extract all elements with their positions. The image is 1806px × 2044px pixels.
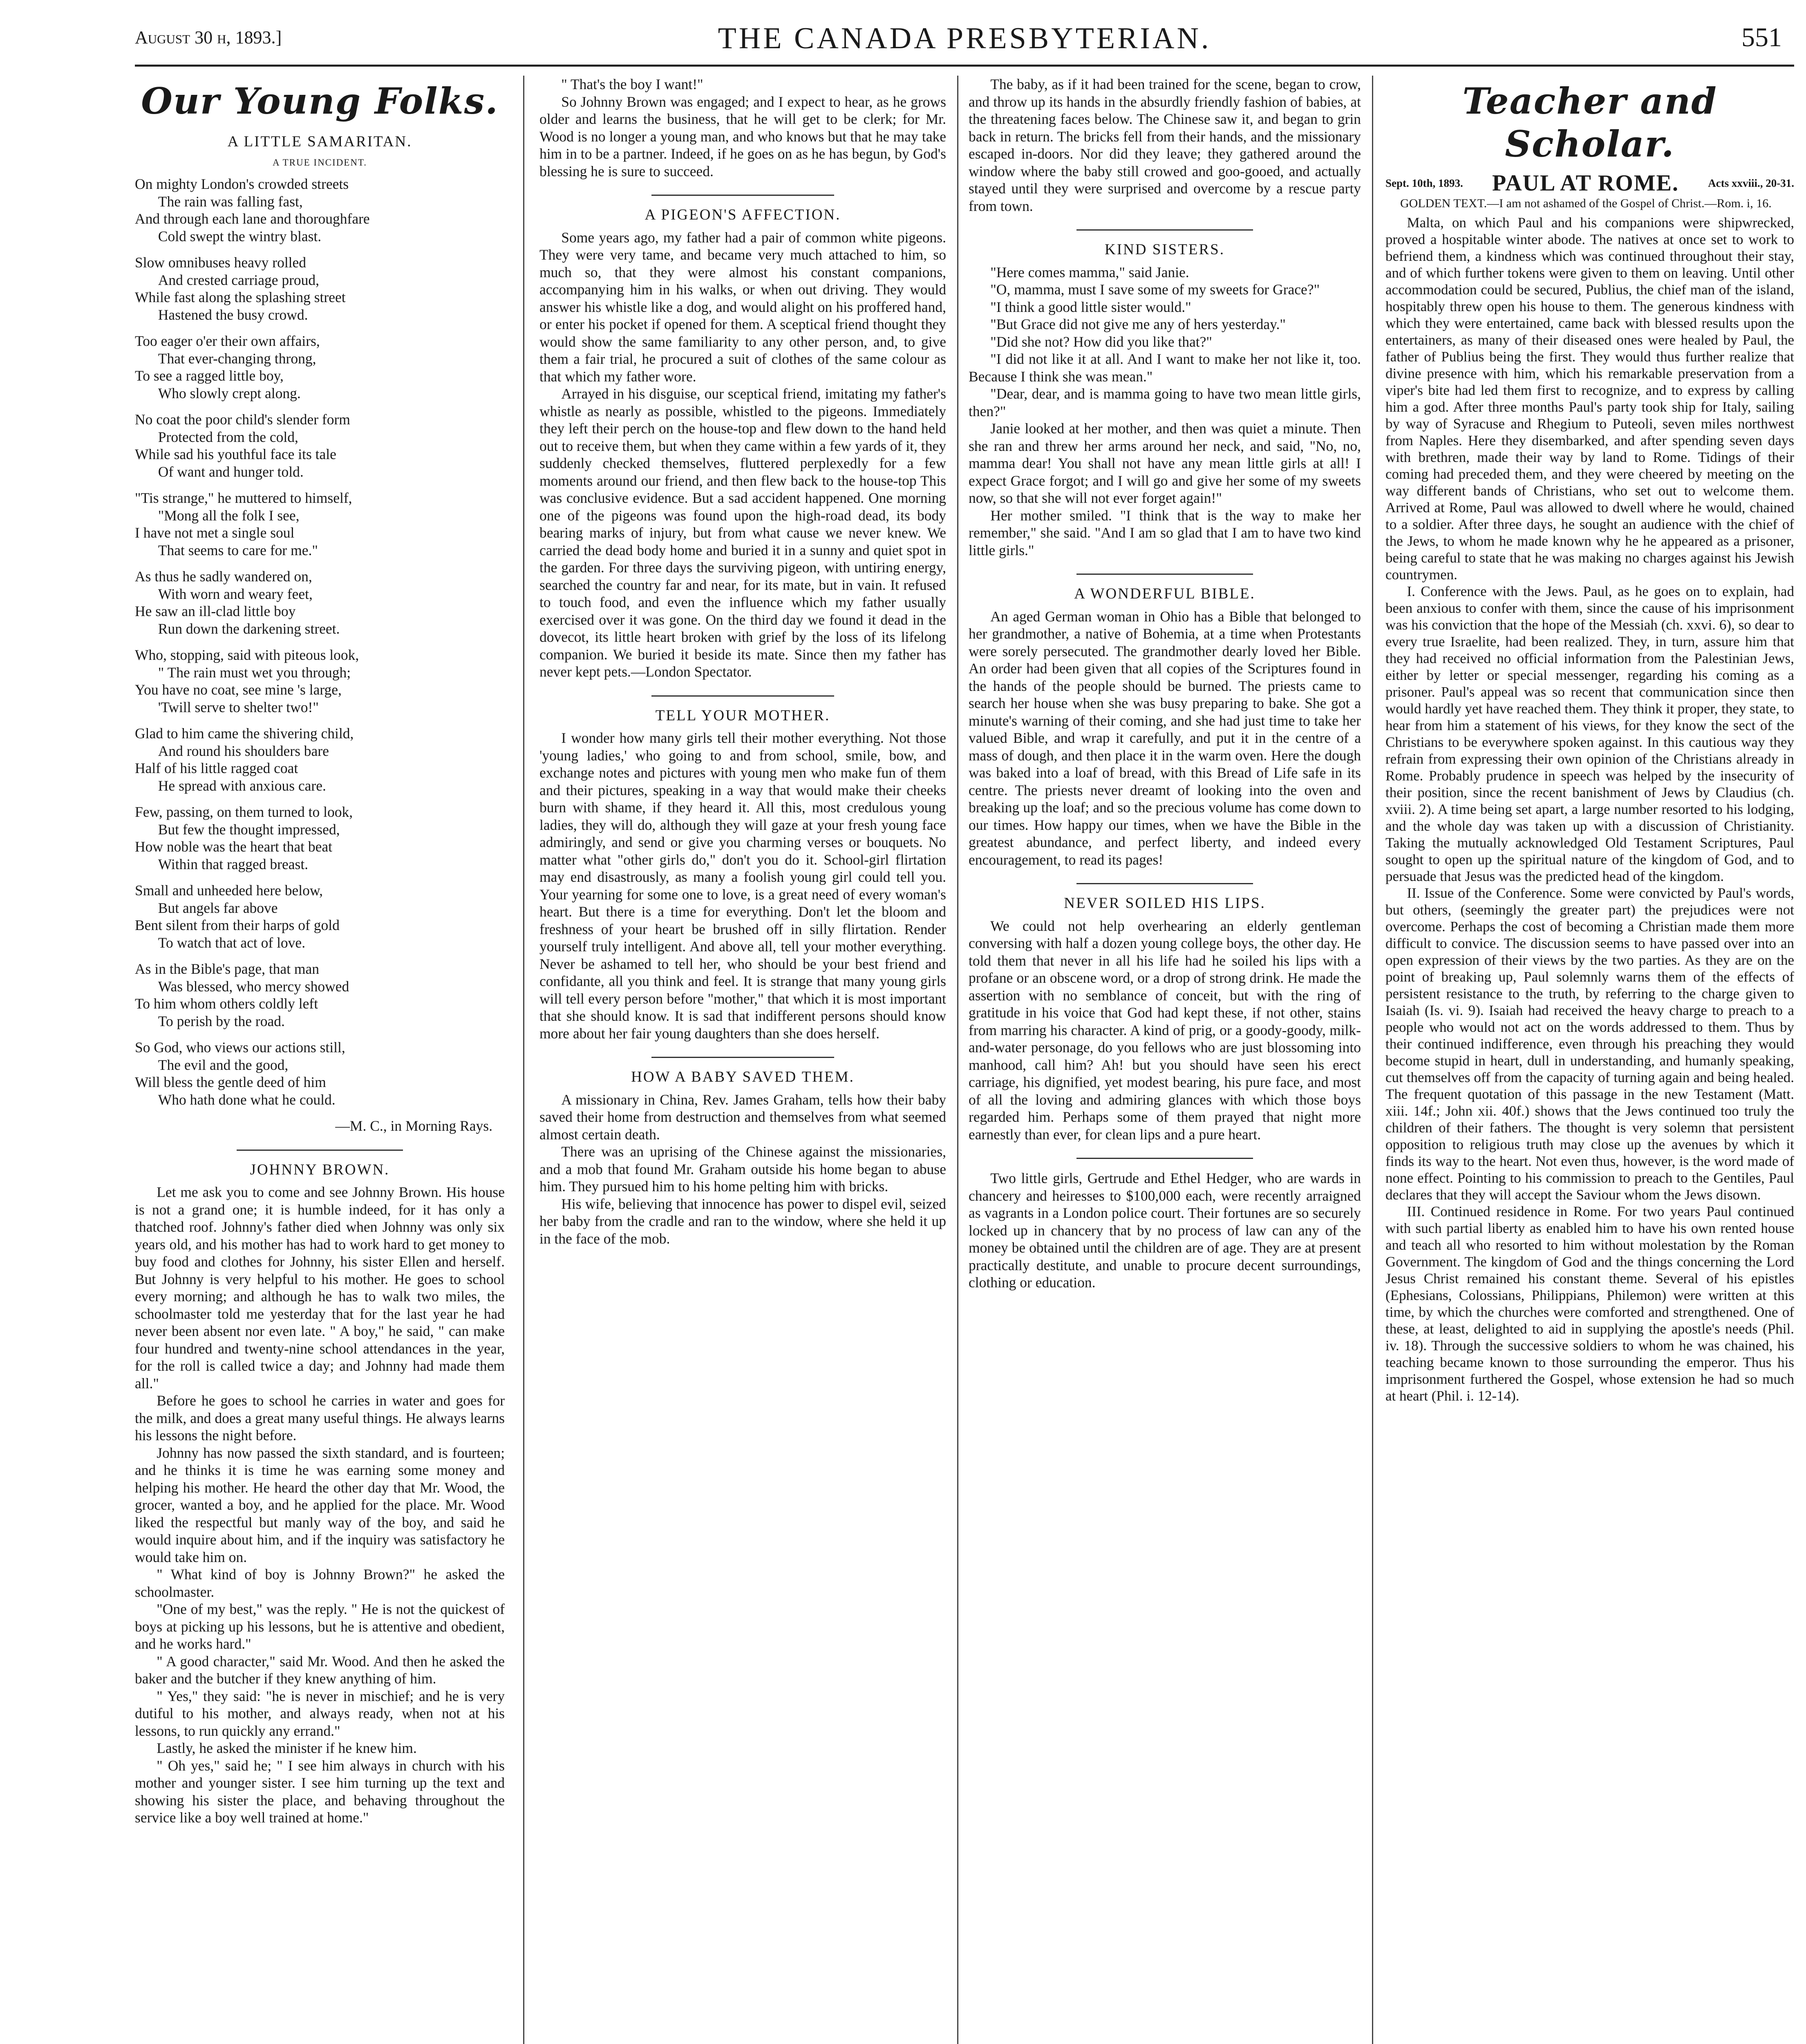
paragraph: "One of my best," was the reply. " He is not the quickest of boys at picking up his lessons, but he is attentive and obedient, and he works hard." [135, 1601, 505, 1652]
poem-line: I have not met a single soul [135, 524, 295, 541]
column-2 [539, 76, 946, 1247]
poem-stanza [135, 254, 505, 323]
poem-line: As thus he sadly wandered on, [135, 568, 312, 585]
poem-stanza [135, 411, 505, 480]
lesson-body [1385, 214, 1794, 1404]
poem-line: Will bless the gentle deed of him [135, 1074, 326, 1090]
article-title: A LITTLE SAMARITAN. [227, 133, 412, 150]
paragraph: " That's the boy I want!" [561, 76, 703, 92]
poem-line: He saw an ill-clad little boy [135, 603, 296, 619]
section-divider [1076, 574, 1253, 575]
section-divider [1076, 883, 1253, 884]
poem-line: With worn and weary feet, [158, 585, 313, 602]
paragraph: Johnny has now passed the sixth standard, and is fourteen; and he thinks it is time he was earning some money and helping his mother. He heard the other day that Mr. Wood, the grocer, wanted a boy, and he applied for the place. Mr. Wood liked the respectful but manly way of the boy, and said he would inquire about him, and if the inquiry was satisfactory he would take him on. [135, 1444, 505, 1565]
poem-stanza [135, 646, 505, 716]
article-title: NEVER SOILED HIS LIPS. [1064, 895, 1266, 912]
column-rule [523, 76, 524, 2044]
poem-line: Few, passing, on them turned to look, [135, 804, 353, 820]
poem-line: Hastened the busy crowd. [158, 306, 308, 323]
article-body [539, 229, 946, 681]
paragraph: "I think a good little sister would." [990, 298, 1191, 315]
news-notice [969, 1170, 1361, 1291]
poem-stanza [135, 803, 505, 873]
paragraph: I wonder how many girls tell their mother everything. Not those 'young ladies,' who going to and from school, smile, bow, and exchange notes and pictures with young men who make fun of them and their pictures, speaking in a way that would make their cheeks burn with shame, if they heard it. All this, most credulous young ladies, they will do, although they will gaze at your fresh young face admiringly, and send or give you charming verses or bouquets. No matter what "other girls do," don't you do it. School-girl flirtation may end disastrously, as many a foolish young girl could tell you. Your yearning for some one to love, is a great need of every woman's heart. But there is a time for everything. Don't let the bloom and freshness of your heart be brushed off in silly flirtation. Render yourself truly intelligent. And above all, tell your mother everything. Never be ashamed to tell her, who should be your best friend and confidante, all you think and feel. It is strange that many young girls will tell every person before "mother," that which it is most important that she should know. It is sad that indifferent persons should know more about her fair young daughters than she does herself. [539, 730, 946, 1042]
poem-line: The rain was falling fast, [158, 193, 303, 210]
poem-attribution: —M. C., in Morning Rays. [335, 1118, 492, 1134]
article-body [539, 729, 946, 1042]
paragraph: Janie looked at her mother, and then was quiet a minute. Then she ran and threw her arms around her neck, and said, "No, no, mamma dear! You shall not have any mean little girls at all! I expect Grace forgot; and I will go and give her some of my sweets now, so that she will not ever forget again!" [969, 420, 1361, 506]
poem-stanza [135, 332, 505, 402]
poem-line: On mighty London's crowded streets [135, 176, 349, 192]
article-title: KIND SISTERS. [1105, 241, 1225, 258]
section-divider [1076, 1158, 1253, 1159]
poem-line: Slow omnibuses heavy rolled [135, 254, 307, 271]
poem-line: Of want and hunger told. [158, 463, 304, 480]
column-1 [135, 76, 505, 1827]
section-divider [237, 1150, 403, 1151]
article-subtitle: A TRUE INCIDENT. [272, 157, 367, 168]
paragraph: A missionary in China, Rev. James Graham, tells how their baby saved their home from destruction and themselves from what seemed almost certain death. [539, 1091, 946, 1143]
column-4 [1385, 76, 1794, 1404]
poem-line: Was blessed, who mercy showed [158, 978, 349, 995]
paragraph: " What kind of boy is Johnny Brown?" he asked the schoolmaster. [135, 1566, 505, 1600]
article-body [135, 1183, 505, 1827]
paragraph: "O, mamma, must I save some of my sweets for Grace?" [990, 281, 1320, 298]
article-body [539, 76, 946, 180]
article-body [969, 608, 1361, 869]
article-title: A PIGEON'S AFFECTION. [645, 206, 841, 223]
paragraph: "Did she not? How did you like that?" [990, 333, 1212, 350]
article-body [969, 76, 1361, 215]
paragraph: An aged German woman in Ohio has a Bible that belonged to her grandmother, a native of Bohemia, at a time when Protestants were sorely persecuted. The grandmother dearly loved her Bible. An order had been given that all copies of the Scriptures found in the hands of the people should be burned. The priests came to search her house when she was busy preparing to bake. She got a minute's warning of their coming, and she had just time to take her valued Bible, and wrap it carefully, and put it in the centre of a mass of dough, and then place it in the warm oven. Here the dough was baked into a loaf of bread, with this Bread of Life safe in its centre. The priests never dreamt of looking into the oven and breaking up the loaf; and so the precious volume has come down to our times. How happy our times, when we have the Bible in the greatest abundance, and perfect liberty, and indeed every encouragement, to read its pages! [969, 608, 1361, 868]
paragraph: Lastly, he asked the minister if he knew him. [157, 1740, 417, 1756]
paragraph: The baby, as if it had been trained for the scene, began to crow, and throw up its hands in the absurdly friendly fashion of babies, at the threatening faces below. The Chinese saw it, and began to grin back in return. The bricks fell from their hands, and the missionary escaped in-doors. Nor did they leave; they gathered around the window where the baby still crowed and goo-gooed, and actually stayed until they were surprised and overcome by a rescue party from town. [969, 76, 1361, 214]
poem-line: While sad his youthful face its tale [135, 446, 336, 462]
poem-line: So God, who views our actions still, [135, 1039, 345, 1056]
poem [135, 175, 505, 1108]
column-3 [969, 76, 1361, 1291]
poem-stanza [135, 568, 505, 637]
section-divider [651, 695, 835, 697]
poem-line: The evil and the good, [158, 1056, 289, 1073]
paragraph: II. Issue of the Conference. Some were convicted by Paul's words, but others, (seemingly the greater part) the prejudices were not overcome. Perhaps the cost of becoming a Christian made them more difficult to convice. The discussion seems to have passed over into an open expression of their views by the two parties. As they are on the point of breaking up, Paul solemnly warns them of the effects of persistent resistance to the truth, by referring to the charge given to Isaiah (Is. vi. 9). Isaiah had received the heavy charge to preach to a people who would not act on the words addressed to them. Thus by their continued indifference, even through his preaching they would become stupid in heart, dull in understanding, and humanly speaking, cut themselves off from the capacity of turning again and being healed. The frequent quotation of this passage in the new Testament (Matt. xiii. 14f.; John xii. 40f.) shows that the Jews continued too truly the children of their fathers. The thought is very solemn that persistent opposition to religious truth may close up the avenues by which it finds its way to the heart. Not even thus, however, is the word made of none effect. Pointing to his commission to preach to the Gentiles, Paul declares that they will accept the Saviour whom the Jews disown. [1385, 885, 1794, 1203]
masthead [135, 20, 1794, 67]
poem-line: Bent silent from their harps of gold [135, 917, 340, 933]
article-title: HOW A BABY SAVED THEM. [631, 1069, 855, 1085]
poem-line: 'Twill serve to shelter two!" [158, 699, 319, 715]
poem-line: To him whom others coldly left [135, 995, 318, 1012]
poem-stanza [135, 882, 505, 951]
poem-line: Glad to him came the shivering child, [135, 725, 354, 742]
poem-line: To perish by the road. [158, 1013, 285, 1029]
golden-text: GOLDEN TEXT.—I am not ashamed of the Gospel of Christ.—Rom. i, 16. [1400, 196, 1772, 210]
poem-stanza [135, 175, 505, 245]
article-body [969, 264, 1361, 559]
article-body [539, 1091, 946, 1248]
poem-line: Cold swept the wintry blast. [158, 228, 322, 244]
column-rule [957, 76, 958, 2044]
paragraph: "Dear, dear, and is mamma going to have two mean little girls, then?" [969, 385, 1361, 419]
issue-date: August 30 h, 1893.] [135, 27, 282, 47]
column-rule [1372, 76, 1373, 2044]
poem-line: No coat the poor child's slender form [135, 411, 350, 428]
paragraph: " A good character," said Mr. Wood. And then he asked the baker and the butcher if they knew anything of him. [135, 1653, 505, 1687]
paragraph: Arrayed in his disguise, our sceptical friend, imitating my father's whistle as nearly as possible, whistled to the pigeons. Immediately they left their perch on the house-top and flew down to the hand held out to receive them, but when they came within a few yards of it, they suddenly checked themselves, fluttered perplexedly for a few moments around our friend, and then flew back to the house-top This was conclusive evidence. But a sad accident happened. One morning one of the pigeons was found upon the high-road dead, its body bearing marks of injury, but from what cause we never knew. We carried the dead body home and buried it in a sunny and quiet spot in the garden. For three days the surviving pigeon, with untiring energy, searched the country far and near, for its mate, but in vain. It refused to touch food, and even the influence which my father usually exercised over it was gone. On the third day we found it dead in the dovecot, its little heart broken with grief by the loss of its lifelong companion. We buried it beside its mate. Since then my father has never kept pets.—London Spectator. [539, 385, 946, 680]
paragraph: " Yes," they said: "he is never in mischief; and he is very dutiful to his mother, and always ready, when not at his lessons, to run quickly any errand." [135, 1688, 505, 1739]
poem-line: How noble was the heart that beat [135, 838, 333, 855]
poem-line: Small and unheeded here below, [135, 882, 323, 899]
poem-line: Half of his little ragged coat [135, 760, 298, 776]
poem-line: " The rain must wet you through; [158, 664, 351, 681]
poem-line: To watch that act of love. [158, 934, 306, 951]
lesson-date: Sept. 10th, 1893. [1385, 177, 1463, 190]
poem-line: That seems to care for me." [158, 542, 318, 558]
poem-line: As in the Bible's page, that man [135, 961, 320, 977]
paragraph: There was an uprising of the Chinese against the missionaries, and a mob that found Mr. Graham outside his home began to abuse him. They pursued him to his home pelting him with bricks. [539, 1143, 946, 1195]
paragraph: Her mother smiled. "I think that is the way to make her remember," she said. "And I am so glad that I am to have two kind little girls." [969, 507, 1361, 558]
lesson-title: PAUL AT ROME. [1492, 170, 1679, 196]
paragraph: "Here comes mamma," said Janie. [990, 264, 1189, 280]
paragraph: "But Grace did not give me any of hers yesterday." [990, 316, 1286, 332]
poem-line: He spread with anxious care. [158, 777, 326, 794]
poem-line: To see a ragged little boy, [135, 368, 284, 384]
poem-line: Who slowly crept along. [158, 385, 301, 401]
paragraph: " Oh yes," said he; " I see him always in church with his mother and younger sister. I see him turning up the text and showing his sister the place, and behaving throughout the service like a boy well trained at home." [135, 1757, 505, 1826]
section-divider [651, 195, 835, 196]
paragraph: Some years ago, my father had a pair of common white pigeons. They were very tame, and became very much attached to him, so much so, that they were almost his constant companions, accompanying him in his walks, or when out driving. They would answer his whistle like a dog, and would alight on his proffered hand, or enter his pocket if opened for them. A sceptical friend thought they would show the same familiarity to any other person, and, to give them a fair trial, he procured a suit of clothes of the same colour as that which my father wore. [539, 229, 946, 385]
paragraph: So Johnny Brown was engaged; and I expect to hear, as he grows older and learns the business, that he will get to be clerk; for Mr. Wood is no longer a young man, and who knows but that he may take him in to be a partner. Indeed, if he goes on as he has begun, by God's blessing he is sure to succeed. [539, 93, 946, 179]
paragraph: "I did not like it at all. And I want to make her not like it, too. Because I think she was mean." [969, 351, 1361, 385]
poem-line: Who hath done what he could. [158, 1091, 336, 1108]
page-number: 551 [1741, 22, 1782, 52]
section-title-teacher: Teacher and Scholar. [1462, 80, 1717, 165]
section-divider [651, 1057, 835, 1058]
poem-line: Run down the darkening street. [158, 620, 340, 637]
poem-line: You have no coat, see mine 's large, [135, 681, 342, 698]
poem-line: Within that ragged breast. [158, 856, 309, 872]
poem-line: And crested carriage proud, [158, 271, 320, 288]
section-title-young-folks: Our Young Folks. [141, 80, 499, 122]
poem-line: Protected from the cold, [158, 428, 298, 445]
poem-line: And round his shoulders bare [158, 742, 329, 759]
paragraph: III. Continued residence in Rome. For two years Paul continued with such partial liberty as enabled him to have his own rented house and teach all who resorted to him without molestation by the Roman Government. The kingdom of God and the things concerning the Lord Jesus Christ remained his constant theme. Several of his epistles (Ephesians, Colossians, Philippians, Philemon) were written at this time, by which the churches were comforted and strengthened. One of these, at least, delighted to aid in supplying the apostle's needs (Phil. iv. 18). Through the successive soldiers to whom he was chained, his teaching became known to those surrounding the emperor. Thus his imprisonment furthered the Gospel, whose extension he had so much at heart (Phil. i. 12-14). [1385, 1203, 1794, 1404]
poem-line: While fast along the splashing street [135, 289, 346, 305]
paragraph: His wife, believing that innocence has power to dispel evil, seized her baby from the cradle and ran to the window, where she held it up in the face of the mob. [539, 1195, 946, 1247]
paragraph: Before he goes to school he carries in water and goes for the milk, and does a great many useful things. He always learns his lessons the night before. [135, 1392, 505, 1443]
poem-line: That ever-changing throng, [158, 350, 316, 367]
paragraph: Malta, on which Paul and his companions were shipwrecked, proved a hospitable winter abode. The natives at once set to work to befriend them, a kindness which was continued throughout their stay, and of which further tokens were given to them on leaving. Until other accommodation could be secured, Publius, the chief man of the island, hospitably threw open his house to them. The generous kindness with which they were entertained, came back with blessed results upon the entertainers, as many of their diseased ones were healed by Paul, the father of Publius being the first. They would thus further realize that divine presence with him, which his remarkable preservation from a viper's bite had led them first to recognize, and to express by calling him a god. After three months Paul's party took ship for Italy, sailing by way of Syracuse and Rhegium to Puteoli, seven miles northwest from Naples. Here they disembarked, and after spending seven days with brethren, made their way by land to Rome. Tidings of their coming had preceded them, and they were cheered by meeting on the way different bands of Christians, who set out to welcome them. Arrived at Rome, Paul was allowed to dwell where he would, chained to a soldier. After three days, he sought an audience with the chief of the Jews, to whom he made known why he he appeared as a prisoner, being careful to state that he was making no charges against his Jewish countrymen. [1385, 214, 1794, 583]
paragraph: Let me ask you to come and see Johnny Brown. His house is not a grand one; it is humble indeed, for it has only a thatched roof. Johnny's father died when Johnny was only six years old, and his mother has had to work hard to get money to buy food and clothes for Johnny, his sister Ellen and herself. But Johnny is very helpful to his mother. He goes to school every morning; and although he has to walk two miles, the schoolmaster told me yesterday that for the last year he had never been absent nor even late. " A boy," he said, " can make four hundred and twenty-nine school attendances in the year, for the roll is called twice a day; and Johnny had made them all." [135, 1184, 505, 1392]
poem-stanza [135, 960, 505, 1030]
lesson-reference: Acts xxviii., 20-31. [1708, 177, 1794, 190]
poem-stanza [135, 489, 505, 559]
poem-line: But few the thought impressed, [158, 821, 340, 838]
paragraph: Two little girls, Gertrude and Ethel Hedger, who are wards in chancery and heiresses to $100,000 each, were recently arraigned as vagrants in a London police court. Their fortunes are so securely locked up in chancery that by no process of law can any of the money be obtained until the children are of age. They are at present practically destitute, and unable to procure decent surroundings, clothing or education. [969, 1170, 1361, 1291]
poem-line: Who, stopping, said with piteous look, [135, 647, 359, 663]
poem-stanza [135, 1039, 505, 1108]
poem-line: "Tis strange," he muttered to himself, [135, 490, 352, 506]
lesson-header [1385, 170, 1794, 196]
article-body [969, 917, 1361, 1143]
poem-line: And through each lane and thoroughfare [135, 211, 370, 227]
paragraph: I. Conference with the Jews. Paul, as he goes on to explain, had been anxious to confer with them, since the cause of his imprisonment was his conviction that the hope of the Messiah (ch. xxvi. 6), so dear to every true Israelite, had been realized. They, in turn, assure him that they had received no official information from the Palestinian Jews, either by letter or special messenger, regarding his coming as a prisoner. Paul's appeal was so recent that communication since then would hardly yet have reached them. They think it proper, they state, to hear from him a statement of his views, for they know the sect of the Christians to be everywhere spoken against. In this cautious way they refrain from expressing their own opinion of the Christians already in Rome. Probably prudence in speech was helped by the insecurity of their position, since the recent banishment of Jews by Claudius (ch. xviii. 2). A time being set apart, a large number resorted to his lodging, and the whole day was taken up with a discussion of Christianity. Taking the mutually acknowledged Old Testament Scriptures, Paul sought to open up the spiritual nature of the kingdom of God, and to persuade that Jesus was the predicted head of the kingdom. [1385, 583, 1795, 884]
section-divider [1076, 229, 1253, 231]
article-title: JOHNNY BROWN. [250, 1161, 390, 1178]
paragraph: We could not help overhearing an elderly gentleman conversing with half a dozen young college boys, the other day. He told them that never in all his life had he soiled his lips with a profane or an obscene word, or a drop of strong drink. He made the assertion with no semblance of conceit, but with the ring of gratitude in his voice that God had kept these, if not other, stains from marring his character. A kind of prig, or a goody-goody, milk-and-water personage, do you fellows who are just blossoming into manhood, call him? Ah! but you should have seen his erect carriage, his dignified, yet modest bearing, his pure face, and most of all the loving and admiring glances with which those boys regarded him. Perhaps some of them prayed that night more earnestly than ever, for clean lips and a pure heart. [969, 917, 1361, 1143]
article-title: TELL YOUR MOTHER. [655, 707, 830, 724]
poem-stanza [135, 725, 505, 794]
article-title: A WONDERFUL BIBLE. [1074, 585, 1255, 602]
poem-line: "Mong all the folk I see, [158, 507, 300, 524]
poem-line: Too eager o'er their own affairs, [135, 333, 320, 349]
newspaper-title: THE CANADA PRESBYTERIAN. [718, 22, 1211, 55]
poem-line: But angels far above [158, 899, 278, 916]
